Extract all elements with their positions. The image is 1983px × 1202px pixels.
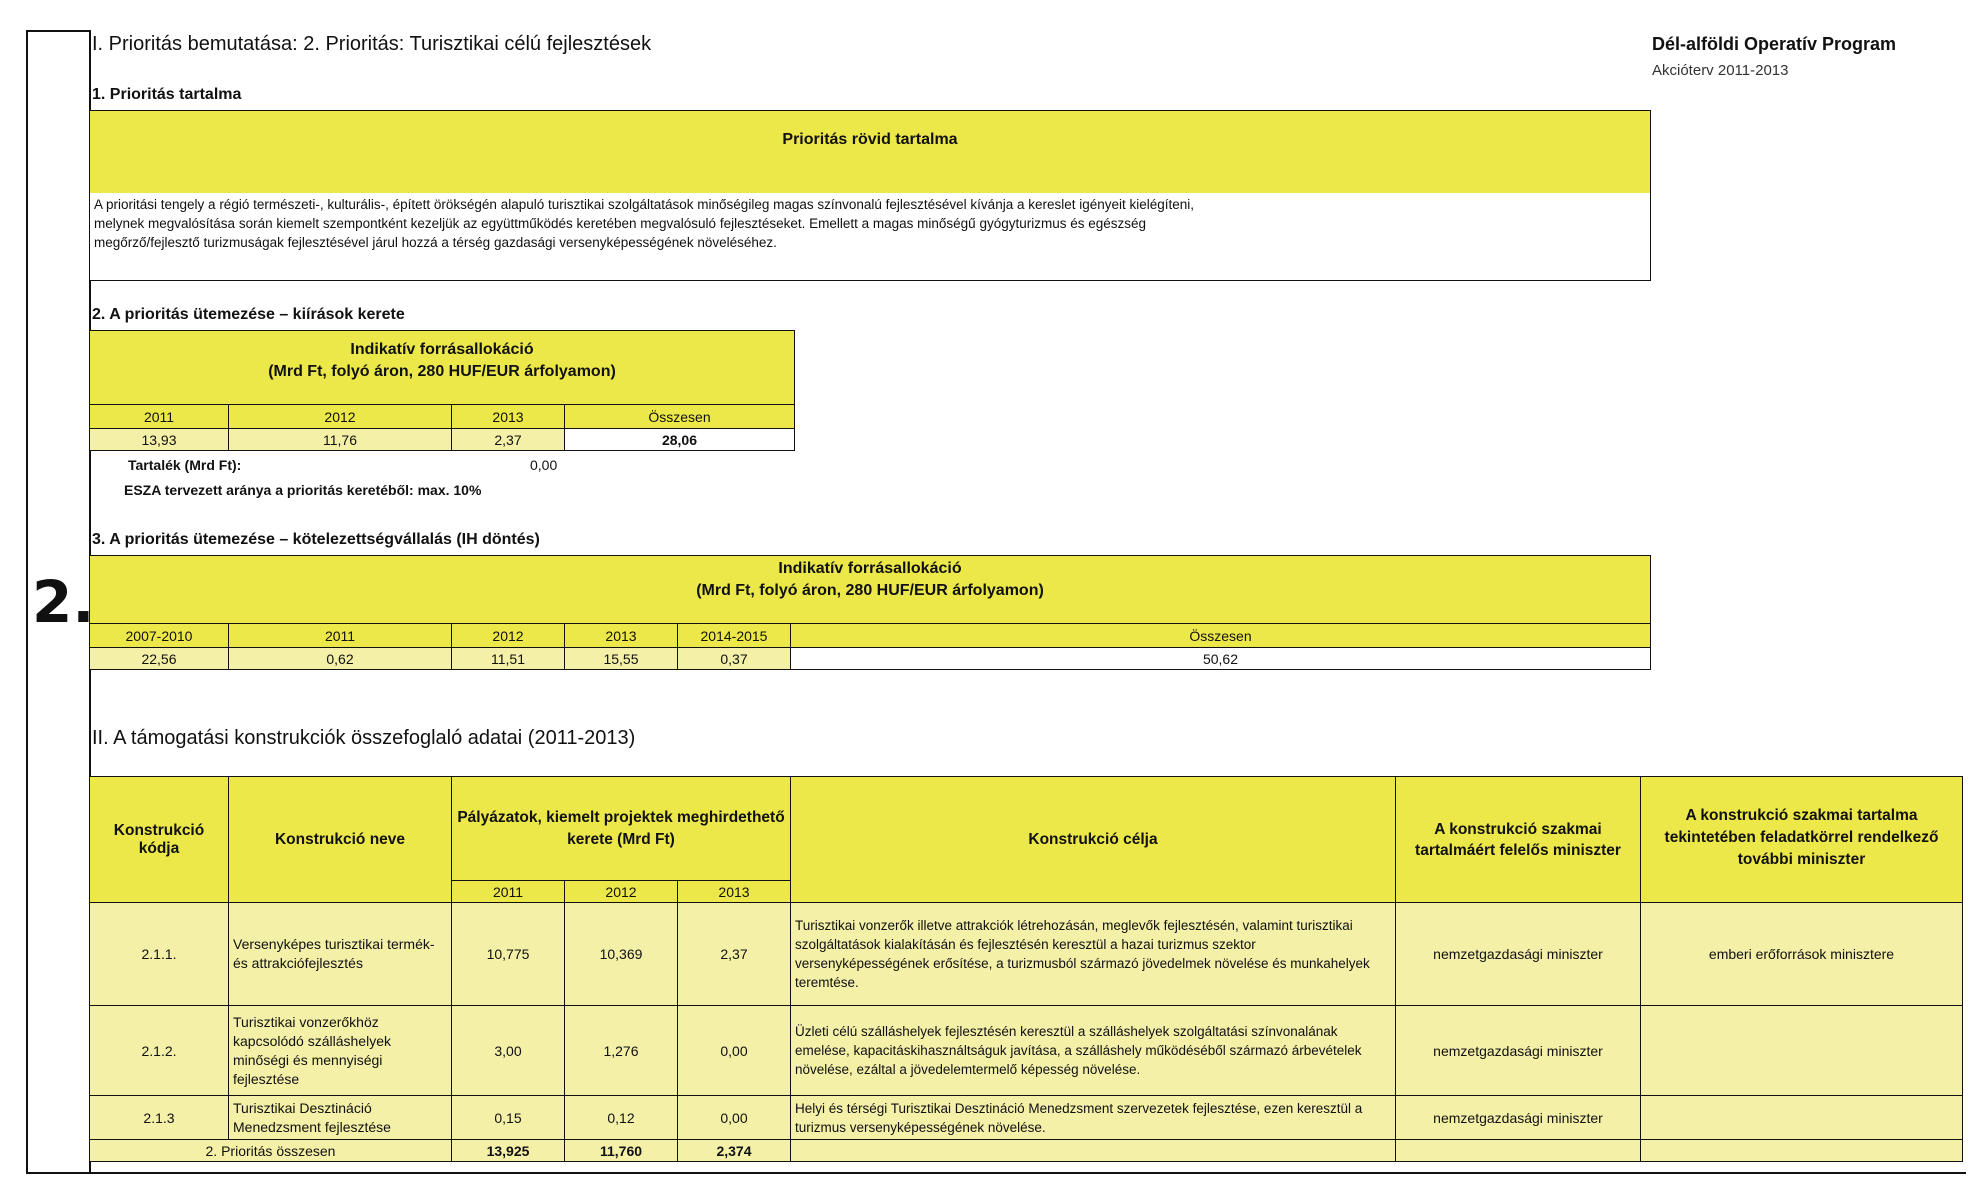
col-header: 2007-2010 — [90, 624, 229, 648]
row-other-minister — [1641, 1096, 1963, 1140]
header-code: Konstrukció kódja — [90, 777, 229, 903]
total-goal-empty — [791, 1140, 1396, 1162]
table-row — [90, 1096, 1963, 1140]
header-other-minister: A konstrukció szakmai tartalma tekintetében feladatkörrel rendelkező további miniszter — [1641, 777, 1963, 903]
year-header: 2013 — [678, 881, 791, 903]
frame-top-border — [26, 30, 90, 32]
table-row — [90, 1006, 1963, 1096]
summary-line: A prioritási tengely a régió természeti-, kulturális-, épített örökségén alapuló turisztikai szolgáltatások minőségileg magas színvonalú fejlesztésével kívánja a kereslet igényeit kielégíteni, — [94, 197, 1195, 212]
row-goal: Turisztikai vonzerők illetve attrakciók létrehozásán, meglevők fejlesztésén, valamint turisztikai szolgáltatások kialakításán és fejlesztésén keresztül a hazai turizmus szektor versenyképességének erősítése, a turizmusból származó jövedelmek növelése és munkahelyek teremtése. — [791, 903, 1396, 1006]
row-goal: Helyi és térségi Turisztikai Desztináció Menedzsment szervezetek fejlesztése, ezen keresztül a turizmus versenyképességének növelése. — [791, 1096, 1396, 1140]
value-cell: 2,37 — [452, 429, 565, 451]
total-minister-empty — [1396, 1140, 1641, 1162]
commitment-title-cell — [90, 556, 1651, 624]
col-header: 2014-2015 — [678, 624, 791, 648]
value-cell: 11,51 — [452, 648, 565, 670]
total-label: 2. Prioritás összesen — [90, 1140, 452, 1162]
row-name: Turisztikai vonzerőkhöz kapcsolódó szálláshelyek minőségi és mennyiségi fejlesztése — [229, 1006, 452, 1096]
commitment-title: Indikatív forrásallokáció — [778, 560, 962, 577]
row-2011: 0,15 — [452, 1096, 565, 1140]
header-minister: A konstrukció szakmai tartalmáért felelős miniszter — [1396, 777, 1641, 903]
col-header: 2011 — [90, 405, 229, 429]
side-number: 2. — [32, 568, 95, 636]
allocation-table-commitment — [89, 555, 1651, 670]
row-2013: 2,37 — [678, 903, 791, 1006]
row-minister: nemzetgazdasági miniszter — [1396, 1006, 1641, 1096]
row-code: 2.1.1. — [90, 903, 229, 1006]
row-other-minister: emberi erőforrások minisztere — [1641, 903, 1963, 1006]
col-header: 2013 — [452, 405, 565, 429]
total-row — [90, 1140, 1963, 1162]
col-header: 2011 — [229, 624, 452, 648]
summary-line: megőrző/fejlesztő turizmuságak fejlesztésével járul hozzá a térség gazdasági versenyképességének növeléséhez. — [94, 235, 777, 250]
row-2012: 1,276 — [565, 1006, 678, 1096]
col-header: 2012 — [229, 405, 452, 429]
value-cell: 15,55 — [565, 648, 678, 670]
year-header: 2012 — [565, 881, 678, 903]
value-cell: 22,56 — [90, 648, 229, 670]
priority-summary-title: Prioritás rövid tartalma — [782, 131, 958, 148]
allocation-table-calls — [89, 330, 795, 451]
priority-summary-text — [89, 193, 1651, 281]
value-cell: 0,37 — [678, 648, 791, 670]
row-2013: 0,00 — [678, 1006, 791, 1096]
page-title: I. Prioritás bemutatása: 2. Prioritás: Turisztikai célú fejlesztések — [92, 33, 652, 55]
total-cell: 28,06 — [565, 429, 795, 451]
allocation-subtitle: (Mrd Ft, folyó áron, 280 HUF/EUR árfolyamon) — [268, 362, 616, 380]
priority-summary-header — [89, 110, 1651, 194]
total-cell: 50,62 — [791, 648, 1651, 670]
row-name: Versenyképes turisztikai termék- és attrakciófejlesztés — [229, 903, 452, 1006]
col-header: Összesen — [565, 405, 795, 429]
summary-line: melynek megvalósítása során kiemelt szempontként kezeljük az együttműködés keretében megvalósuló fejlesztéseket. Emellett a magas minőségű gyógyturizmus és egészség — [94, 216, 1147, 231]
row-minister: nemzetgazdasági miniszter — [1396, 1096, 1641, 1140]
header-name: Konstrukció neve — [229, 777, 452, 903]
frame-bottom-border — [26, 1172, 1966, 1174]
section3-heading: 3. A prioritás ütemezése – kötelezettségvállalás (IH döntés) — [92, 531, 540, 548]
col-header: 2013 — [565, 624, 678, 648]
row-other-minister — [1641, 1006, 1963, 1096]
row-2013: 0,00 — [678, 1096, 791, 1140]
row-code: 2.1.2. — [90, 1006, 229, 1096]
table-row — [90, 903, 1963, 1006]
row-minister: nemzetgazdasági miniszter — [1396, 903, 1641, 1006]
value-cell: 13,93 — [90, 429, 229, 451]
program-name: Dél-alföldi Operatív Program — [1652, 34, 1897, 54]
total-2011: 13,925 — [452, 1140, 565, 1162]
row-code: 2.1.3 — [90, 1096, 229, 1140]
esza-note: ESZA tervezett aránya a prioritás keretéből: max. 10% — [124, 482, 482, 498]
row-goal: Üzleti célú szálláshelyek fejlesztésén keresztül a szálláshelyek szolgáltatási színvonalának emelése, kapacitáskihasználtságuk javítása, a szálláshely működéséből származó árbevételek növelése, ezáltal a jövedelemtermelő képesség növelése. — [791, 1006, 1396, 1096]
row-2012: 10,369 — [565, 903, 678, 1006]
section-ii-heading: II. A támogatási konstrukciók összefoglaló adatai (2011-2013) — [92, 727, 636, 749]
header-goal: Konstrukció célja — [791, 777, 1396, 903]
year-header: 2011 — [452, 881, 565, 903]
col-header: 2012 — [452, 624, 565, 648]
row-2011: 3,00 — [452, 1006, 565, 1096]
commitment-subtitle: (Mrd Ft, folyó áron, 280 HUF/EUR árfolyamon) — [696, 582, 1044, 599]
row-name: Turisztikai Desztináció Menedzsment fejlesztése — [229, 1096, 452, 1140]
row-2011: 10,775 — [452, 903, 565, 1006]
construction-summary-table — [89, 776, 1963, 1162]
total-2012: 11,760 — [565, 1140, 678, 1162]
total-other-empty — [1641, 1140, 1963, 1162]
col-header: Összesen — [791, 624, 1651, 648]
allocation-title: Indikatív forrásallokáció — [350, 340, 534, 358]
allocation-title-cell — [90, 331, 795, 405]
section1-heading: 1. Prioritás tartalma — [92, 86, 242, 103]
frame-left-border — [26, 30, 28, 1174]
section2-heading: 2. A prioritás ütemezése – kiírások kerete — [92, 306, 405, 323]
reserve-value: 0,00 — [530, 457, 558, 473]
value-cell: 11,76 — [229, 429, 452, 451]
header-budget: Pályázatok, kiemelt projektek meghirdethető kerete (Mrd Ft) — [452, 777, 791, 881]
row-2012: 0,12 — [565, 1096, 678, 1140]
value-cell: 0,62 — [229, 648, 452, 670]
program-subtitle: Akcióterv 2011-2013 — [1652, 62, 1789, 79]
total-2013: 2,374 — [678, 1140, 791, 1162]
reserve-label: Tartalék (Mrd Ft): — [128, 457, 242, 473]
